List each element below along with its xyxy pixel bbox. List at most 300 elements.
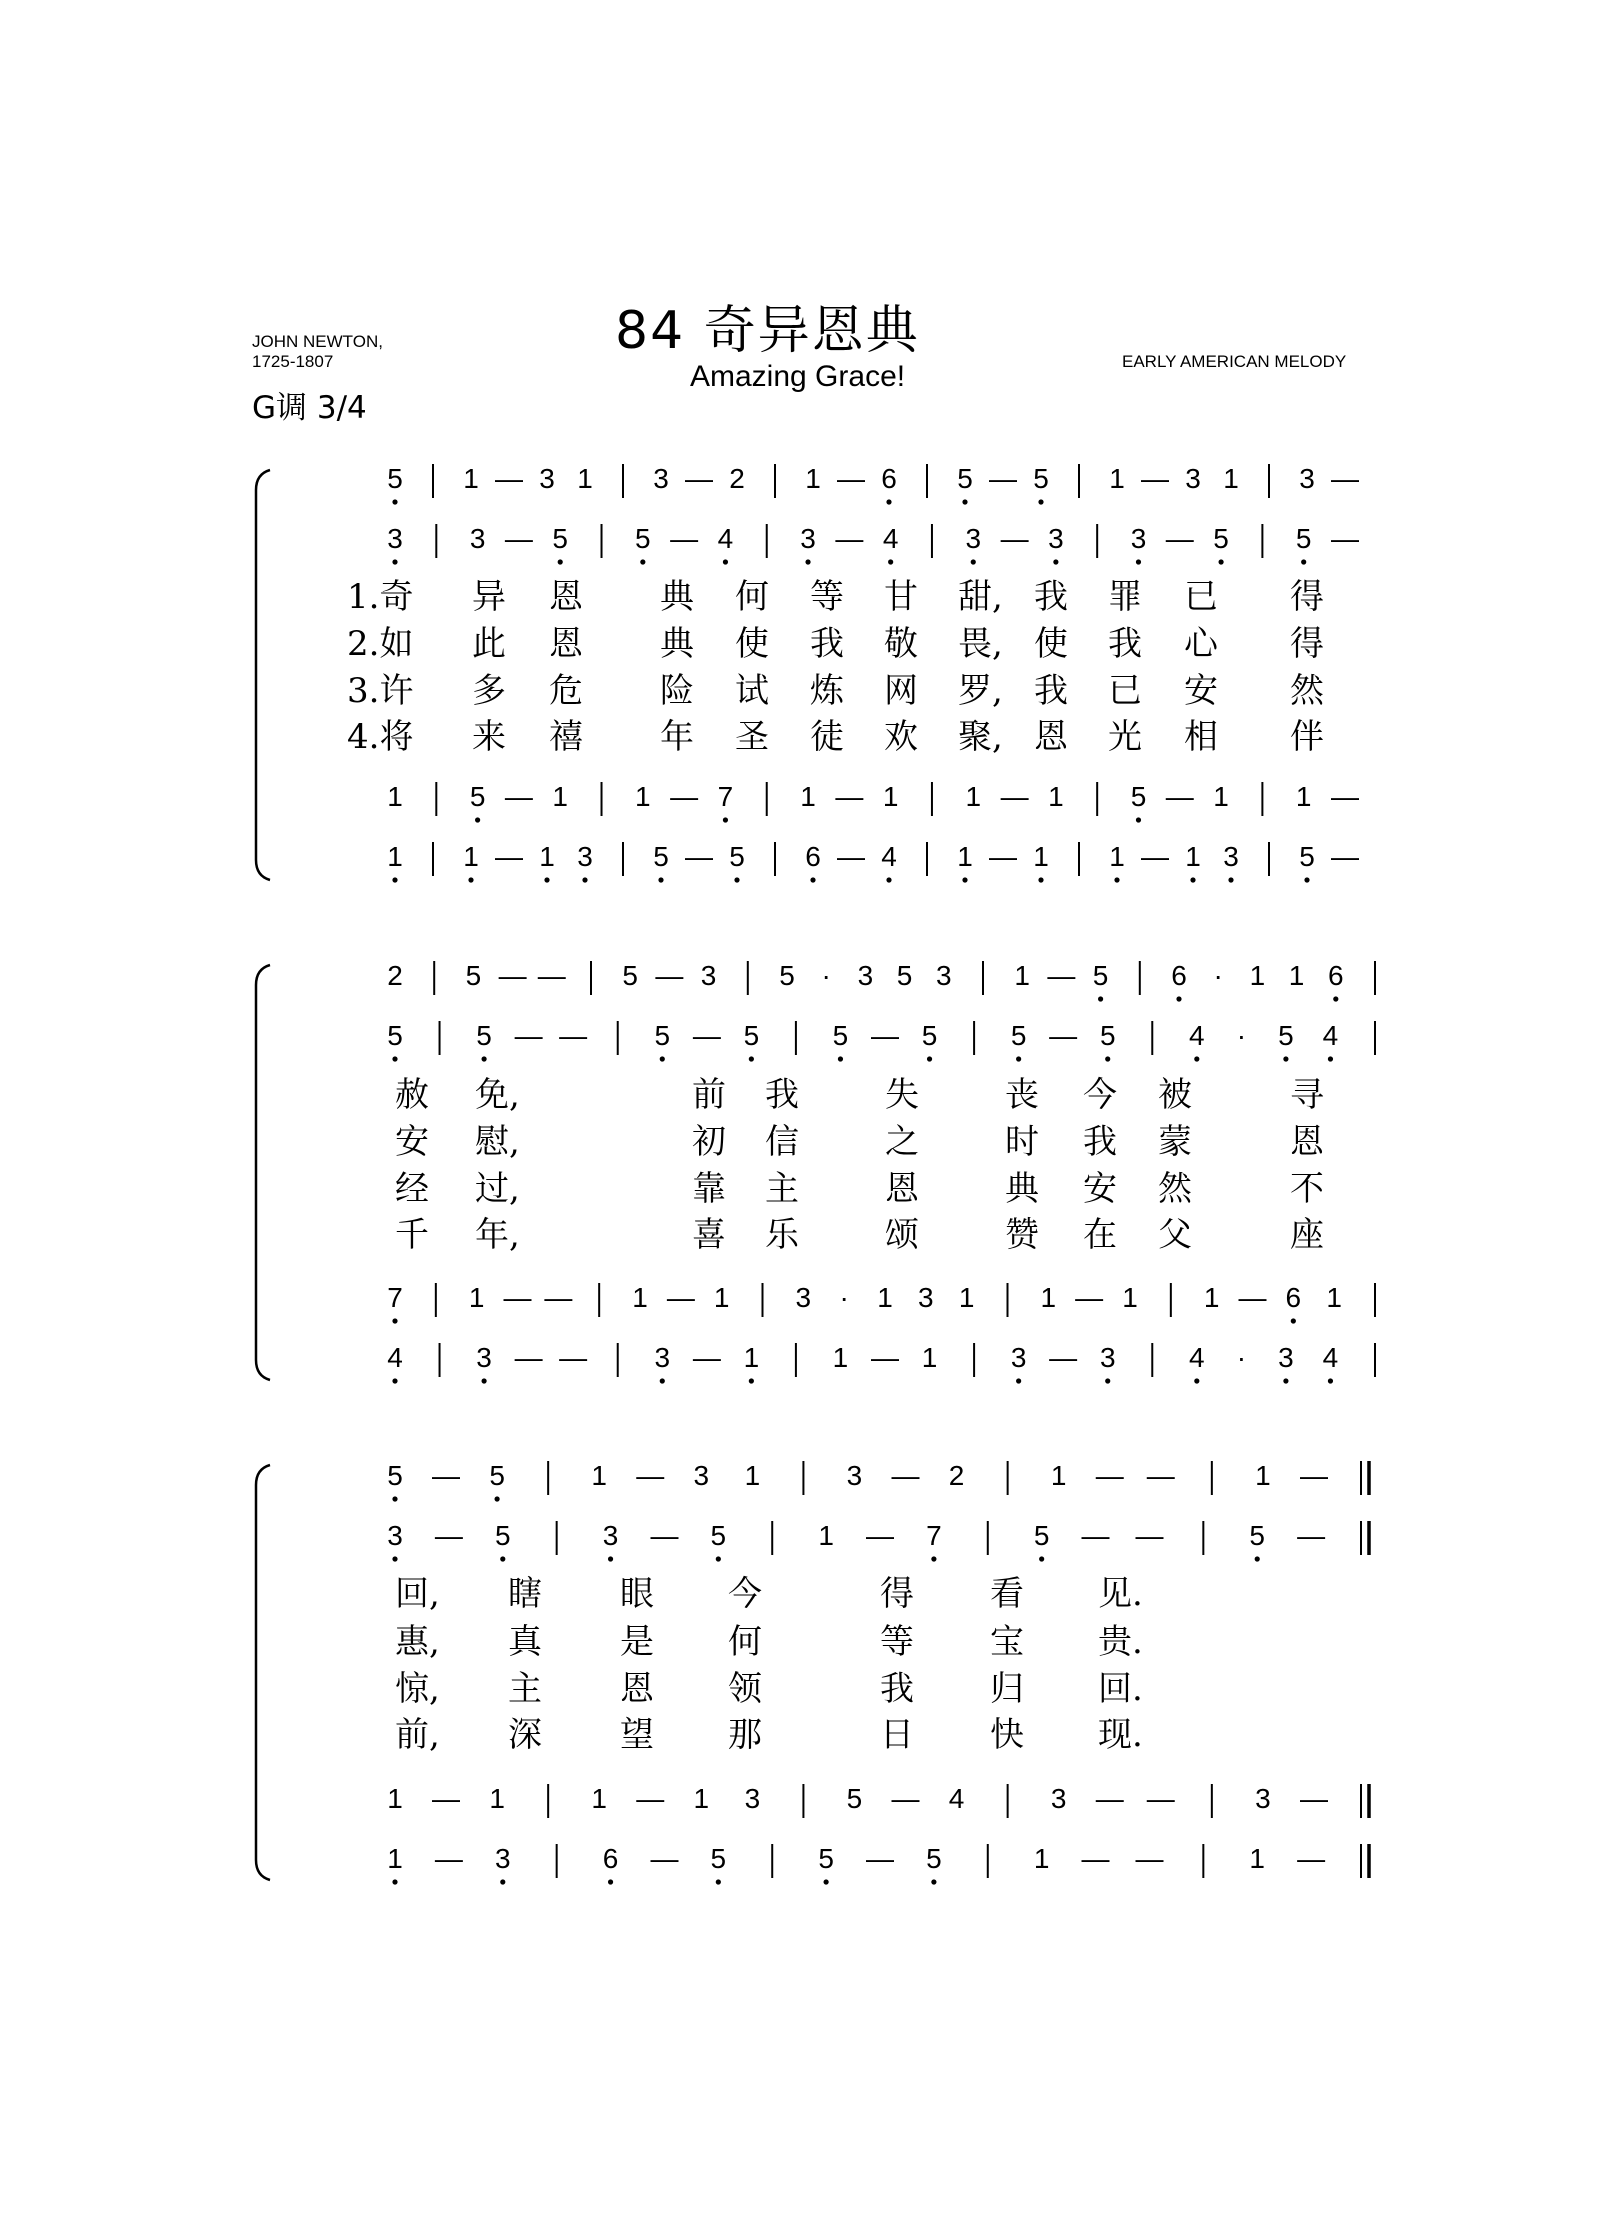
lyric-syllable: 寻 <box>1290 1075 1324 1115</box>
note: 1 <box>463 463 479 494</box>
low-octave-dot <box>392 877 397 882</box>
lyric-syllable: 在 <box>1083 1215 1117 1255</box>
lyric-syllable: 我 <box>1034 671 1068 711</box>
low-octave-dot <box>660 1378 665 1383</box>
note: 5 <box>1033 1520 1050 1551</box>
note: — <box>1297 1843 1326 1874</box>
note: — <box>1146 1783 1175 1814</box>
note: — <box>434 1520 463 1551</box>
note: 5 <box>1295 523 1312 554</box>
note: — <box>1081 1843 1110 1874</box>
note: — <box>544 1282 573 1313</box>
note: · <box>821 960 831 991</box>
low-octave-dot <box>608 1556 613 1561</box>
note: · <box>1213 960 1223 991</box>
note: 1 <box>1185 841 1201 872</box>
note: 1 <box>1033 1843 1050 1874</box>
note: — <box>514 1342 543 1373</box>
note: 5 <box>832 1020 849 1051</box>
low-octave-dot <box>838 1056 843 1061</box>
note: 5 <box>710 1520 727 1551</box>
note: 5 <box>1213 523 1229 554</box>
lyric-syllable: 炼 <box>810 671 844 711</box>
note: — <box>559 1342 588 1373</box>
lyric-syllable: 徒 <box>810 717 844 757</box>
lyric-syllable: 经 <box>395 1169 429 1209</box>
lyric-syllable: 等 <box>880 1622 914 1662</box>
note: 1 <box>591 1460 607 1491</box>
note: — <box>495 463 523 494</box>
lyric-syllable: 得 <box>1290 577 1324 617</box>
author-years: 1725-1807 <box>252 352 334 371</box>
note: 4 <box>882 523 899 554</box>
lyric-syllable: 惊, <box>395 1669 440 1709</box>
low-octave-dot <box>640 559 645 564</box>
lyric-syllable: 时 <box>1005 1122 1039 1162</box>
note: 4 <box>1189 1342 1205 1373</box>
note: 5 <box>1130 781 1147 812</box>
note: 5 <box>779 960 795 991</box>
low-octave-dot <box>931 1879 936 1884</box>
low-octave-dot <box>805 559 810 564</box>
lyric-syllable: 过, <box>475 1169 520 1209</box>
note: — <box>1331 841 1359 872</box>
low-octave-dot <box>1016 1056 1021 1061</box>
lyric-syllable: 年, <box>475 1215 520 1255</box>
lyric-syllable: 年 <box>660 717 694 757</box>
note: — <box>1165 523 1194 554</box>
note: — <box>1146 1460 1175 1491</box>
note: — <box>514 1020 543 1051</box>
lyric-syllable: 喜 <box>692 1215 726 1255</box>
note: — <box>666 1282 695 1313</box>
low-octave-dot <box>544 877 549 882</box>
note: 7 <box>926 1520 942 1551</box>
note: 3 <box>846 1460 863 1491</box>
low-octave-dot <box>1053 559 1058 564</box>
lyric-syllable: 然 <box>1290 671 1324 711</box>
lyric-syllable: 罪 <box>1108 577 1142 617</box>
note: 1 <box>1050 1460 1067 1491</box>
note: — <box>692 1342 721 1373</box>
note: 1 <box>489 1783 505 1814</box>
lyric-syllable: 已 <box>1108 671 1142 711</box>
lyric-syllable: 何 <box>728 1622 762 1662</box>
low-octave-dot <box>734 877 739 882</box>
low-octave-dot <box>495 1496 500 1501</box>
note: 3 <box>918 1282 934 1313</box>
lyric-syllable: 畏, <box>958 624 1003 664</box>
note: 1 <box>1249 1843 1266 1874</box>
hymn-subtitle: Amazing Grace! <box>690 360 906 393</box>
note: — <box>1135 1843 1164 1874</box>
note: 1 <box>463 841 479 872</box>
note: 3 <box>602 1520 619 1551</box>
lyric-syllable: 我 <box>1108 624 1142 664</box>
note: — <box>636 1783 665 1814</box>
note: 5 <box>654 1020 671 1051</box>
lyric-syllable: 那 <box>728 1715 762 1755</box>
note: — <box>670 523 699 554</box>
low-octave-dot <box>927 1056 932 1061</box>
lyric-syllable: 典 <box>660 624 694 664</box>
note: 6 <box>881 463 897 494</box>
note: — <box>891 1783 920 1814</box>
note: 1 <box>818 1520 834 1551</box>
note: — <box>537 960 566 991</box>
note: 1 <box>1223 463 1239 494</box>
lyric-syllable: 前, <box>395 1715 440 1755</box>
note: — <box>1331 781 1359 812</box>
note: 3 <box>387 523 403 554</box>
author-name: JOHN NEWTON, <box>252 332 383 351</box>
lyric-syllable: 深 <box>508 1715 542 1755</box>
lyric-syllable: 我 <box>1083 1122 1117 1162</box>
low-octave-dot <box>1255 1556 1260 1561</box>
note: 3 <box>469 523 486 554</box>
note: 3 <box>654 1342 671 1373</box>
note: · <box>1236 1342 1247 1373</box>
lyric-syllable: 聚, <box>958 717 1003 757</box>
lyric-syllable: 回. <box>1098 1669 1143 1709</box>
note: — <box>432 1460 461 1491</box>
note: — <box>685 463 713 494</box>
low-octave-dot <box>1016 1378 1021 1383</box>
lyric-syllable: 宝 <box>990 1622 1024 1662</box>
note: 3 <box>653 463 669 494</box>
lyric-syllable: 免, <box>475 1075 520 1115</box>
lyric-syllable: 我 <box>765 1075 799 1115</box>
note: — <box>636 1460 665 1491</box>
low-octave-dot <box>1328 1378 1333 1383</box>
note: 3 <box>1299 463 1315 494</box>
low-octave-dot <box>886 499 891 504</box>
low-octave-dot <box>1105 1378 1110 1383</box>
note: — <box>1095 1460 1124 1491</box>
lyric-syllable: 千 <box>395 1215 429 1255</box>
note: 5 <box>1249 1520 1266 1551</box>
note: 1 <box>1213 781 1229 812</box>
low-octave-dot <box>500 1556 505 1561</box>
note: 4 <box>1189 1020 1205 1051</box>
note: 1 <box>805 463 821 494</box>
note: 1 <box>1326 1282 1342 1313</box>
lyric-syllable: 贵. <box>1098 1622 1143 1662</box>
note: · <box>839 1282 849 1313</box>
low-octave-dot <box>749 1378 754 1383</box>
system-brace <box>256 1465 270 1880</box>
lyric-syllable: 望 <box>620 1715 654 1755</box>
lyric-syllable: 快 <box>990 1715 1024 1755</box>
note: 1 <box>965 781 982 812</box>
lyric-syllable: 领 <box>728 1669 762 1709</box>
low-octave-dot <box>1333 996 1338 1001</box>
low-octave-dot <box>962 877 967 882</box>
lyric-syllable: 欢 <box>884 717 918 757</box>
lyric-syllable: 使 <box>1034 624 1068 664</box>
note: 6 <box>1171 960 1187 991</box>
note: 3 <box>1278 1342 1294 1373</box>
note: — <box>655 960 684 991</box>
low-octave-dot <box>392 1879 397 1884</box>
note: 1 <box>1295 781 1312 812</box>
lyric-syllable: 乐 <box>765 1215 799 1255</box>
low-octave-dot <box>1228 877 1233 882</box>
note: 6 <box>805 841 821 872</box>
lyric-syllable: 之 <box>885 1122 919 1162</box>
note: 3 <box>965 523 982 554</box>
lyric-syllable: 主 <box>765 1169 799 1209</box>
low-octave-dot <box>392 1496 397 1501</box>
note: 1 <box>1288 960 1305 991</box>
lyric-syllable: 此 <box>472 624 506 664</box>
note: 3 <box>800 523 816 554</box>
note: — <box>1331 463 1359 494</box>
low-octave-dot <box>1039 1556 1044 1561</box>
lyric-syllable: 心 <box>1184 624 1218 664</box>
lyric-syllable: 典 <box>1005 1169 1039 1209</box>
lyric-syllable: 典 <box>660 577 694 617</box>
note: 5 <box>743 1020 760 1051</box>
composer-credit: EARLY AMERICAN MELODY <box>1122 352 1347 371</box>
note: 6 <box>1285 1282 1302 1313</box>
note: 5 <box>896 960 913 991</box>
lyric-syllable: 赦 <box>395 1075 429 1115</box>
note: — <box>1049 1020 1078 1051</box>
note: 1 <box>744 1460 761 1491</box>
note: 1 <box>632 1282 648 1313</box>
lyric-syllable: 何 <box>735 577 769 617</box>
lyric-syllable: 被 <box>1158 1075 1192 1115</box>
low-octave-dot <box>500 1879 505 1884</box>
lyric-syllable: 丧 <box>1005 1075 1039 1115</box>
note: — <box>1081 1520 1110 1551</box>
note: — <box>504 781 533 812</box>
note: 1 <box>882 781 899 812</box>
lyric-syllable: 我 <box>810 624 844 664</box>
lyric-syllable: 圣 <box>735 717 769 757</box>
low-octave-dot <box>1304 877 1309 882</box>
note: 1 <box>1109 841 1125 872</box>
low-octave-dot <box>716 1879 721 1884</box>
lyric-syllable: 恩 <box>549 624 583 664</box>
low-octave-dot <box>1176 996 1181 1001</box>
note: 5 <box>387 1460 403 1491</box>
note: 5 <box>1278 1020 1294 1051</box>
note: 1 <box>1033 841 1049 872</box>
low-octave-dot <box>886 877 891 882</box>
lyric-syllable: 等 <box>810 577 844 617</box>
low-octave-dot <box>1114 877 1119 882</box>
lyric-syllable: 然 <box>1158 1169 1192 1209</box>
note: 3 <box>494 1843 511 1874</box>
note: — <box>1047 960 1076 991</box>
lyric-syllable: 试 <box>735 671 769 711</box>
note: 1 <box>577 463 593 494</box>
low-octave-dot <box>1190 877 1195 882</box>
note: 5 <box>653 841 669 872</box>
note: — <box>670 781 699 812</box>
low-octave-dot <box>582 877 587 882</box>
note: 3 <box>744 1783 761 1814</box>
note: — <box>650 1843 679 1874</box>
low-octave-dot <box>1283 1378 1288 1383</box>
lyric-syllable: 恩 <box>885 1169 919 1209</box>
note: 5 <box>846 1783 863 1814</box>
lyric-syllable: 得 <box>1290 624 1324 664</box>
note: 5 <box>635 523 651 554</box>
low-octave-dot <box>1283 1056 1288 1061</box>
note: 4 <box>717 523 734 554</box>
note: — <box>835 523 864 554</box>
lyric-syllable: 得 <box>880 1574 914 1614</box>
note: — <box>495 841 523 872</box>
low-octave-dot <box>468 877 473 882</box>
note: — <box>1135 1520 1164 1551</box>
note: — <box>692 1020 721 1051</box>
note: 5 <box>1092 960 1109 991</box>
lyric-syllable: 2.如 <box>347 624 414 664</box>
note: 1 <box>552 781 569 812</box>
low-octave-dot <box>392 1056 397 1061</box>
low-octave-dot <box>1194 1378 1199 1383</box>
note: 3 <box>693 1460 710 1491</box>
low-octave-dot <box>716 1556 721 1561</box>
note: 3 <box>1099 1342 1116 1373</box>
note: — <box>650 1520 679 1551</box>
low-octave-dot <box>1328 1056 1333 1061</box>
note: 1 <box>387 781 403 812</box>
lyric-syllable: 恩 <box>1034 717 1068 757</box>
note: 7 <box>717 781 734 812</box>
note: — <box>989 463 1017 494</box>
low-octave-dot <box>1136 817 1141 822</box>
note: 1 <box>1048 781 1064 812</box>
note: 5 <box>387 463 403 494</box>
note: 2 <box>948 1460 965 1491</box>
note: — <box>685 841 713 872</box>
low-octave-dot <box>1291 1318 1296 1323</box>
note: 5 <box>957 463 973 494</box>
lyric-syllable: 伴 <box>1290 717 1324 757</box>
note: 3 <box>476 1342 492 1373</box>
note: 5 <box>387 1020 403 1051</box>
note: — <box>835 781 864 812</box>
note: 1 <box>1109 463 1125 494</box>
note: 5 <box>469 781 486 812</box>
note: 5 <box>818 1843 834 1874</box>
note: — <box>1165 781 1194 812</box>
lyric-syllable: 惠, <box>395 1622 440 1662</box>
lyric-syllable: 不 <box>1290 1169 1324 1209</box>
low-octave-dot <box>660 1056 665 1061</box>
note: 5 <box>926 1843 942 1874</box>
note: — <box>432 1783 461 1814</box>
note: 3 <box>1223 841 1239 872</box>
lyric-syllable: 相 <box>1184 717 1218 757</box>
note: 1 <box>800 781 816 812</box>
lyric-syllable: 回, <box>395 1574 440 1614</box>
system-brace <box>256 470 270 880</box>
lyric-syllable: 见. <box>1098 1574 1143 1614</box>
low-octave-dot <box>962 499 967 504</box>
note: · <box>1236 1020 1247 1051</box>
low-octave-dot <box>1218 559 1223 564</box>
lyric-syllable: 看 <box>990 1574 1024 1614</box>
note: — <box>1331 523 1359 554</box>
note: 5 <box>489 1460 505 1491</box>
lyric-syllable: 归 <box>990 1669 1024 1709</box>
lyric-syllable: 安 <box>1083 1169 1117 1209</box>
note: 5 <box>710 1843 727 1874</box>
lyric-syllable: 甜, <box>958 577 1003 617</box>
note: 1 <box>957 841 973 872</box>
low-octave-dot <box>481 1378 486 1383</box>
note: 4 <box>1322 1020 1339 1051</box>
note: — <box>1299 1460 1328 1491</box>
note: 1 <box>468 1282 485 1313</box>
note: 3 <box>1130 523 1147 554</box>
low-octave-dot <box>1038 877 1043 882</box>
note: 3 <box>1048 523 1064 554</box>
note: 1 <box>1255 1460 1271 1491</box>
note: — <box>1000 523 1029 554</box>
lyric-syllable: 座 <box>1290 1215 1324 1255</box>
lyric-syllable: 我 <box>880 1669 914 1709</box>
lyric-syllable: 4.将 <box>347 717 414 757</box>
low-octave-dot <box>810 877 815 882</box>
low-octave-dot <box>392 1556 397 1561</box>
note: 5 <box>494 1520 511 1551</box>
low-octave-dot <box>1038 499 1043 504</box>
lyric-syllable: 敬 <box>884 624 918 664</box>
note: 2 <box>387 960 403 991</box>
note: 1 <box>921 1342 938 1373</box>
lyric-syllable: 信 <box>765 1122 799 1162</box>
lyric-syllable: 真 <box>508 1622 542 1662</box>
lyric-syllable: 蒙 <box>1158 1122 1192 1162</box>
note: 3 <box>795 1282 812 1313</box>
low-octave-dot <box>749 1056 754 1061</box>
note: 1 <box>1122 1282 1138 1313</box>
note: — <box>1299 1783 1328 1814</box>
note: 5 <box>1033 463 1049 494</box>
note: — <box>504 523 533 554</box>
lyric-syllable: 1.奇 <box>347 577 414 617</box>
note: 1 <box>387 841 403 872</box>
note: 3 <box>1050 1783 1067 1814</box>
lyric-syllable: 前 <box>692 1075 726 1115</box>
note: 3 <box>936 960 952 991</box>
note: 5 <box>465 960 482 991</box>
low-octave-dot <box>392 1378 397 1383</box>
note: 1 <box>1249 960 1266 991</box>
note: 5 <box>1099 1020 1116 1051</box>
low-octave-dot <box>475 817 480 822</box>
low-octave-dot <box>723 817 728 822</box>
note: 4 <box>387 1342 403 1373</box>
note: 3 <box>1185 463 1201 494</box>
lyric-syllable: 异 <box>472 577 506 617</box>
lyric-syllable: 日 <box>880 1715 914 1755</box>
note: 2 <box>729 463 745 494</box>
note: — <box>1141 841 1169 872</box>
note: — <box>871 1342 899 1373</box>
low-octave-dot <box>392 559 397 564</box>
note: 1 <box>387 1783 403 1814</box>
lyric-syllable: 今 <box>728 1574 762 1614</box>
note: — <box>1049 1342 1078 1373</box>
